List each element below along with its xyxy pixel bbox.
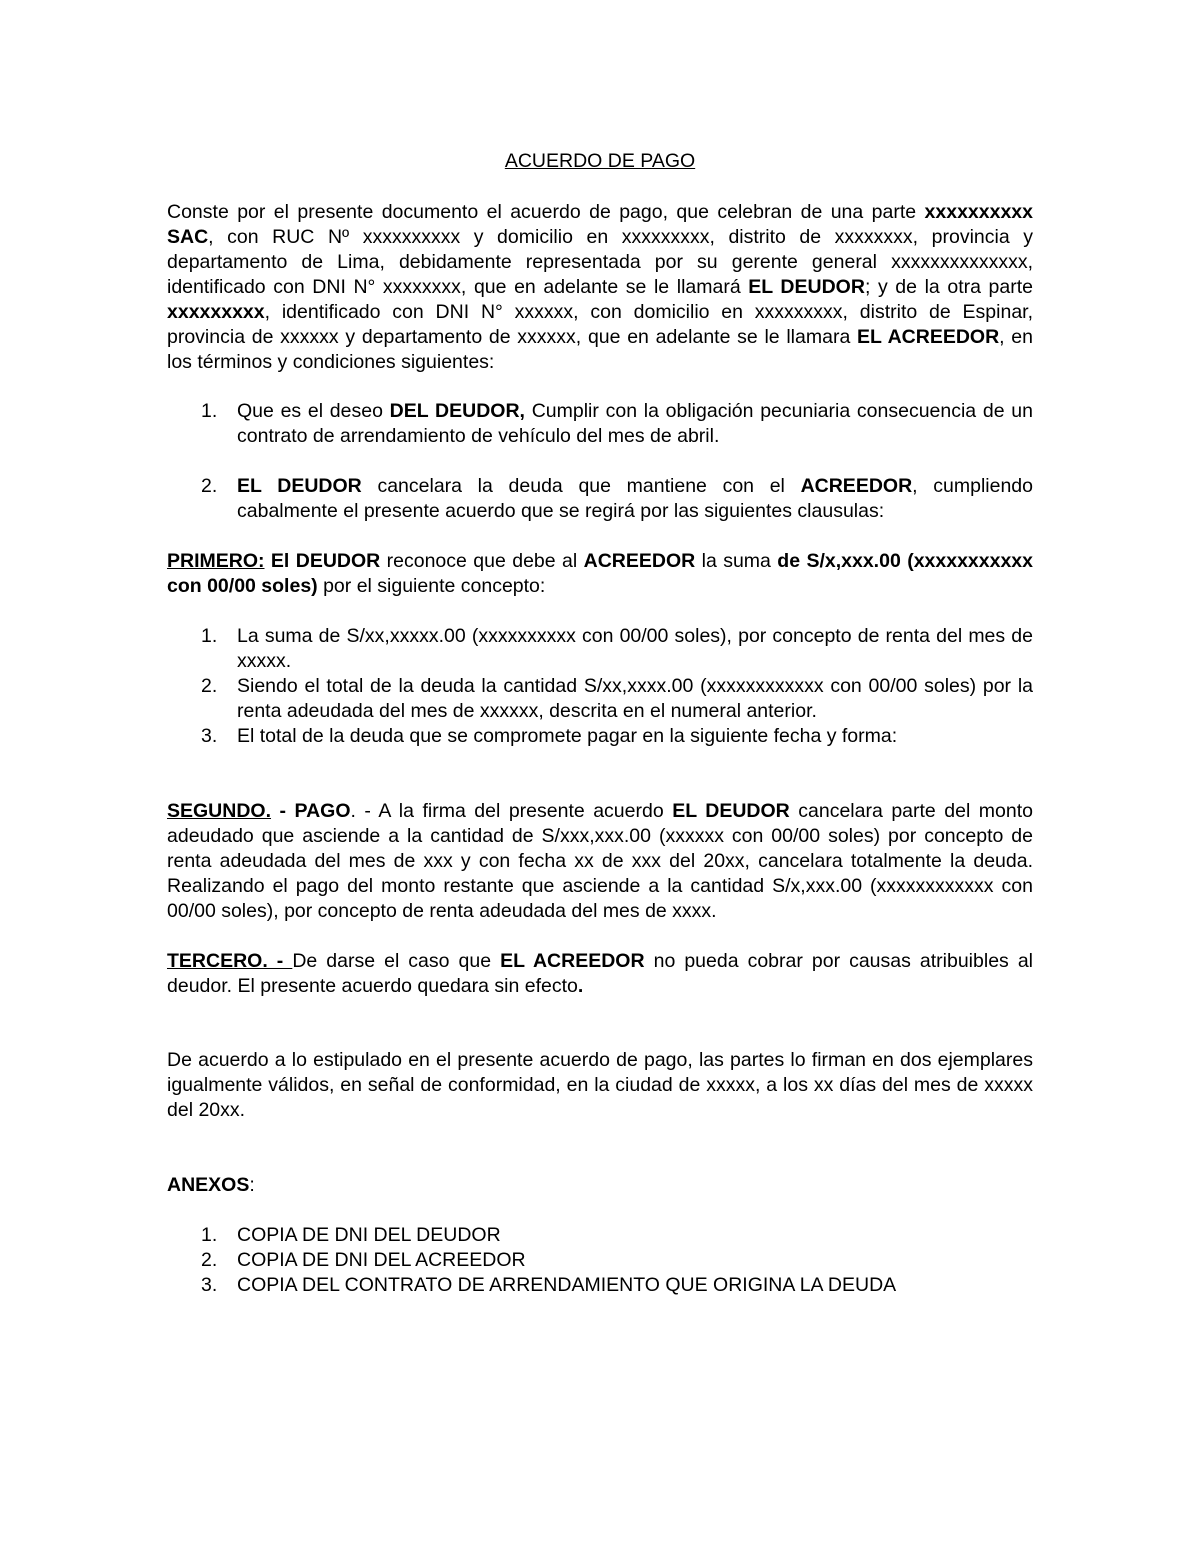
document-body [167, 149, 1033, 1298]
list-item-text: COPIA DE DNI DEL ACREEDOR [237, 1249, 526, 1271]
anexos-colon: : [249, 1174, 255, 1196]
list-item [167, 1273, 1033, 1298]
intro-text-2: , con RUC Nº xxxxxxxxxx y domicilio en xxxxxxxxx, distrito de xxxxxxxx, provincia y departamento de Lima, debidamente representada por su gerente general xxxxxxxxxxxxxx, identificado con DNI N° xxxxxxxx, que en adelante se le llamará [167, 226, 1033, 298]
list-item [167, 1248, 1033, 1273]
anexos-label: ANEXOS [167, 1174, 250, 1196]
primero-text-1: reconoce que debe al [380, 550, 584, 572]
list-number: 1. [201, 1224, 218, 1246]
intro-text-4: , identificado con DNI N° xxxxxx, con domicilio en xxxxxxxxx, distrito de Espinar, provincia de xxxxxx y departamento de xxxxxx, que en adelante se le llamara [167, 301, 1033, 348]
concept-list [167, 624, 1033, 749]
segundo-text-1: . - A la firma del presente acuerdo [350, 800, 673, 822]
primero-text-3: por el siguiente concepto: [317, 575, 546, 597]
list-item-text: La suma de S/xx,xxxxx.00 (xxxxxxxxxx con 00/00 soles), por concepto de renta del mes de xxxxx. [237, 625, 1033, 672]
tercero-bold-1: EL ACREEDOR [500, 950, 645, 972]
intro-text-5: , en los términos y condiciones siguientes: [167, 326, 1033, 373]
company-name: xxxxxxxxxx SAC [167, 201, 1033, 248]
list-item-text: cancelara la deuda que mantiene con el [361, 475, 801, 497]
list-item [167, 474, 1033, 524]
segundo-paragraph [167, 799, 1033, 924]
list-number: 2. [201, 675, 218, 697]
list-item [167, 624, 1033, 674]
list-item-text: , cumpliendo cabalmente el presente acuerdo que se regirá por las siguientes clausulas: [237, 475, 1033, 522]
tercero-text-2: no pueda cobrar por causas atribuibles al deudor. El presente acuerdo quedara sin efecto [167, 950, 1033, 997]
primero-bold-2: ACREEDOR [583, 550, 696, 572]
list-number: 1. [201, 400, 218, 422]
segundo-bold-2: EL DEUDOR [672, 800, 790, 822]
list-item-text: El total de la deuda que se compromete pagar en la siguiente fecha y forma: [237, 725, 898, 747]
tercero-label: TERCERO. - [167, 950, 293, 972]
segundo-bold-1: - PAGO [271, 800, 351, 822]
list-item-bold: ACREEDOR [800, 475, 913, 497]
primero-bold-1: El DEUDOR [264, 550, 381, 572]
terms-list [167, 399, 1033, 524]
list-number: 3. [201, 725, 218, 747]
list-item-text: COPIA DEL CONTRATO DE ARRENDAMIENTO QUE ORIGINA LA DEUDA [237, 1274, 897, 1296]
acreedor-name: xxxxxxxxx [167, 301, 265, 323]
document-title: ACUERDO DE PAGO [504, 150, 696, 172]
list-number: 3. [201, 1274, 218, 1296]
primero-paragraph [167, 549, 1033, 599]
list-item-text: Cumplir con la obligación pecuniaria consecuencia de un contrato de arrendamiento de vehículo del mes de abril. [237, 400, 1033, 447]
tercero-text-1: De darse el caso que [292, 950, 501, 972]
list-item-bold: EL DEUDOR [237, 475, 362, 497]
tercero-bold-2: . [577, 975, 584, 997]
list-item-text: Siendo el total de la deuda la cantidad S/xx,xxxx.00 (xxxxxxxxxxxx con 00/00 soles) por la renta adeudada del mes de xxxxxx, descrita en el numeral anterior. [237, 675, 1033, 722]
primero-label: PRIMERO: [167, 550, 265, 572]
list-item [167, 724, 1033, 749]
primero-text-2: la suma [695, 550, 778, 572]
acreedor-label: EL ACREEDOR [857, 326, 1000, 348]
closing-paragraph: De acuerdo a lo estipulado en el presente acuerdo de pago, las partes lo firman en dos ejemplares igualmente válidos, en señal de conformidad, en la ciudad de xxxxx, a los xx días del mes de xxxxx del 20xx. [167, 1049, 1033, 1121]
tercero-paragraph [167, 949, 1033, 999]
deudor-label: EL DEUDOR [748, 276, 865, 298]
anexos-heading [167, 1173, 1033, 1198]
list-number: 2. [201, 475, 218, 497]
list-number: 2. [201, 1249, 218, 1271]
intro-text-3: ; y de la otra parte [864, 276, 1033, 298]
list-item-text: COPIA DE DNI DEL DEUDOR [237, 1224, 501, 1246]
anexos-list [167, 1223, 1033, 1298]
intro-paragraph [167, 200, 1033, 375]
intro-text-1: Conste por el presente documento el acuerdo de pago, que celebran de una parte [167, 201, 925, 223]
list-number: 1. [201, 625, 218, 647]
list-item [167, 399, 1033, 449]
list-item [167, 674, 1033, 724]
list-item-text: Que es el deseo [237, 400, 390, 422]
list-item-bold: DEL DEUDOR, [389, 400, 525, 422]
list-item [167, 1223, 1033, 1248]
segundo-label: SEGUNDO. [167, 800, 272, 822]
primero-amount: de S/x,xxx.00 (xxxxxxxxxxx con 00/00 soles) [167, 550, 1033, 597]
segundo-text-2: cancelara parte del monto adeudado que asciende a la cantidad de S/xxx,xxx.00 (xxxxxx con 00/00 soles) por concepto de renta adeudada del mes de xxx y con fecha xx de xxx del 20xx, cancelara totalmente la deuda. Realizando el pago del monto restante que asciende a la cantidad S/x,xxx.00 (xxxxxxxxxxxx con 00/00 soles), por concepto de renta adeudada del mes de xxxx. [167, 800, 1033, 922]
